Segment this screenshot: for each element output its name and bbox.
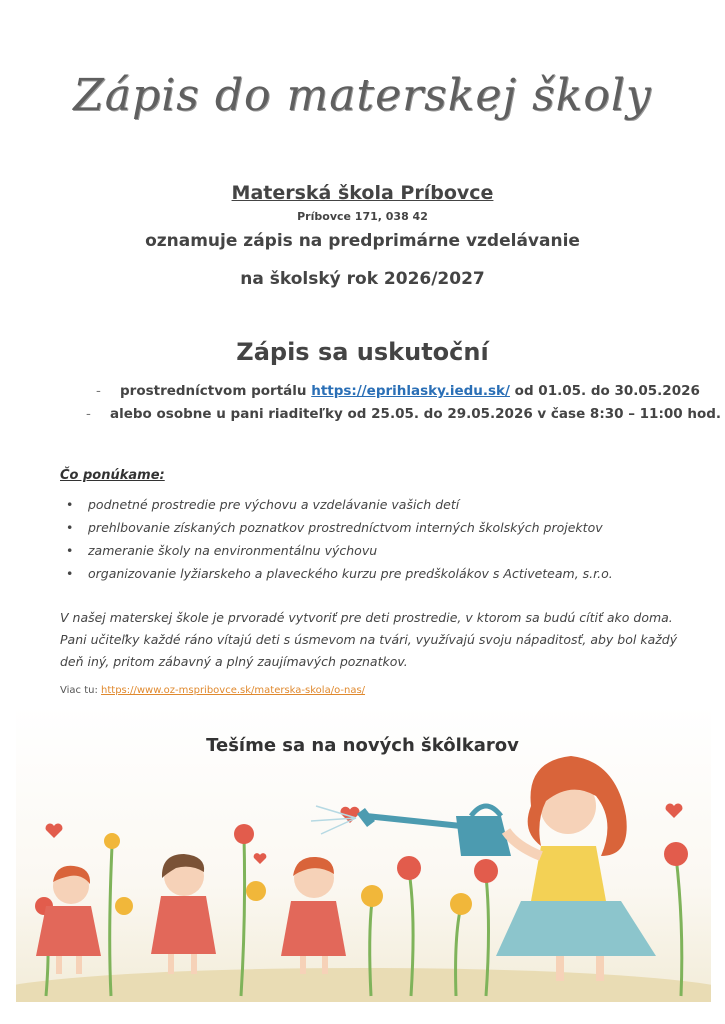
list-item-text: podnetné prostredie pre výchovu a vzdelávanie vašich detí: [88, 497, 460, 512]
portal-link[interactable]: https://eprihlasky.iedu.sk/: [311, 383, 510, 399]
personal-text: alebo osobne u pani riaditeľky od 25.05. do 29.05.2026 v čase 8:30 – 11:00 hod.: [110, 406, 722, 422]
enrollment-heading: Zápis sa uskutoční: [236, 338, 489, 366]
dash-marker: -: [96, 383, 101, 399]
more-info-label: Viac tu:: [60, 685, 98, 696]
list-item: [66, 497, 613, 520]
portal-prefix: prostredníctvom portálu: [120, 383, 307, 399]
bullet-icon: •: [66, 543, 74, 558]
list-item: [66, 543, 613, 566]
child-figure-3: [281, 857, 346, 974]
more-info: [60, 685, 365, 696]
portal-dates: od 01.05. do 30.05.2026: [514, 383, 700, 399]
paragraph-line: deň iný, pritom zábavný a plný zaujímavých poznatkov.: [60, 654, 408, 669]
illustration-caption: Tešíme sa na nových škôlkarov: [206, 735, 519, 756]
school-name: [0, 182, 725, 204]
poster-title: Zápis do materskej školy: [73, 70, 652, 121]
school-name-text: Materská škola Príbovce: [231, 182, 494, 204]
list-item: [66, 520, 613, 543]
paragraph-line: V našej materskej škole je prvoradé vytvoriť pre deti prostredie, v ktorom sa budú cítiť ako doma.: [60, 610, 673, 625]
more-info-link[interactable]: https://www.oz-mspribovce.sk/materska-skola/o-nas/: [101, 685, 366, 696]
enrollment-line-personal: [86, 406, 721, 422]
list-item: [66, 566, 613, 589]
enrollment-line-portal: [96, 383, 700, 399]
offer-title: Čo ponúkame:: [60, 468, 165, 483]
list-item-text: zameranie školy na environmentálnu výchovu: [88, 543, 378, 558]
bullet-icon: •: [66, 566, 74, 581]
child-figure-1: [36, 866, 101, 974]
intro-paragraph: [60, 607, 680, 673]
offer-list: [66, 497, 613, 589]
list-item-text: prehlbovanie získaných poznatkov prostredníctvom interných školských projektov: [88, 520, 603, 535]
watering-can: [311, 806, 511, 856]
list-item-text: organizovanie lyžiarskeho a plaveckého kurzu pre predškolákov s Activeteam, s.r.o.: [88, 566, 613, 581]
ground: [16, 968, 711, 1002]
school-year: na školský rok 2026/2027: [240, 269, 485, 289]
bullet-icon: •: [66, 520, 74, 535]
bullet-icon: •: [66, 497, 74, 512]
girl-figure: [496, 756, 656, 981]
school-address: Príbovce 171, 038 42: [297, 210, 428, 223]
dash-marker: -: [86, 406, 91, 422]
child-figure-2: [151, 854, 216, 974]
paragraph-line: Pani učiteľky každé ráno vítajú deti s úsmevom na tvári, využívajú svoju nápaditosť, aby bol každý: [60, 632, 678, 647]
announcement: oznamuje zápis na predprimárne vzdelávanie: [145, 231, 580, 251]
